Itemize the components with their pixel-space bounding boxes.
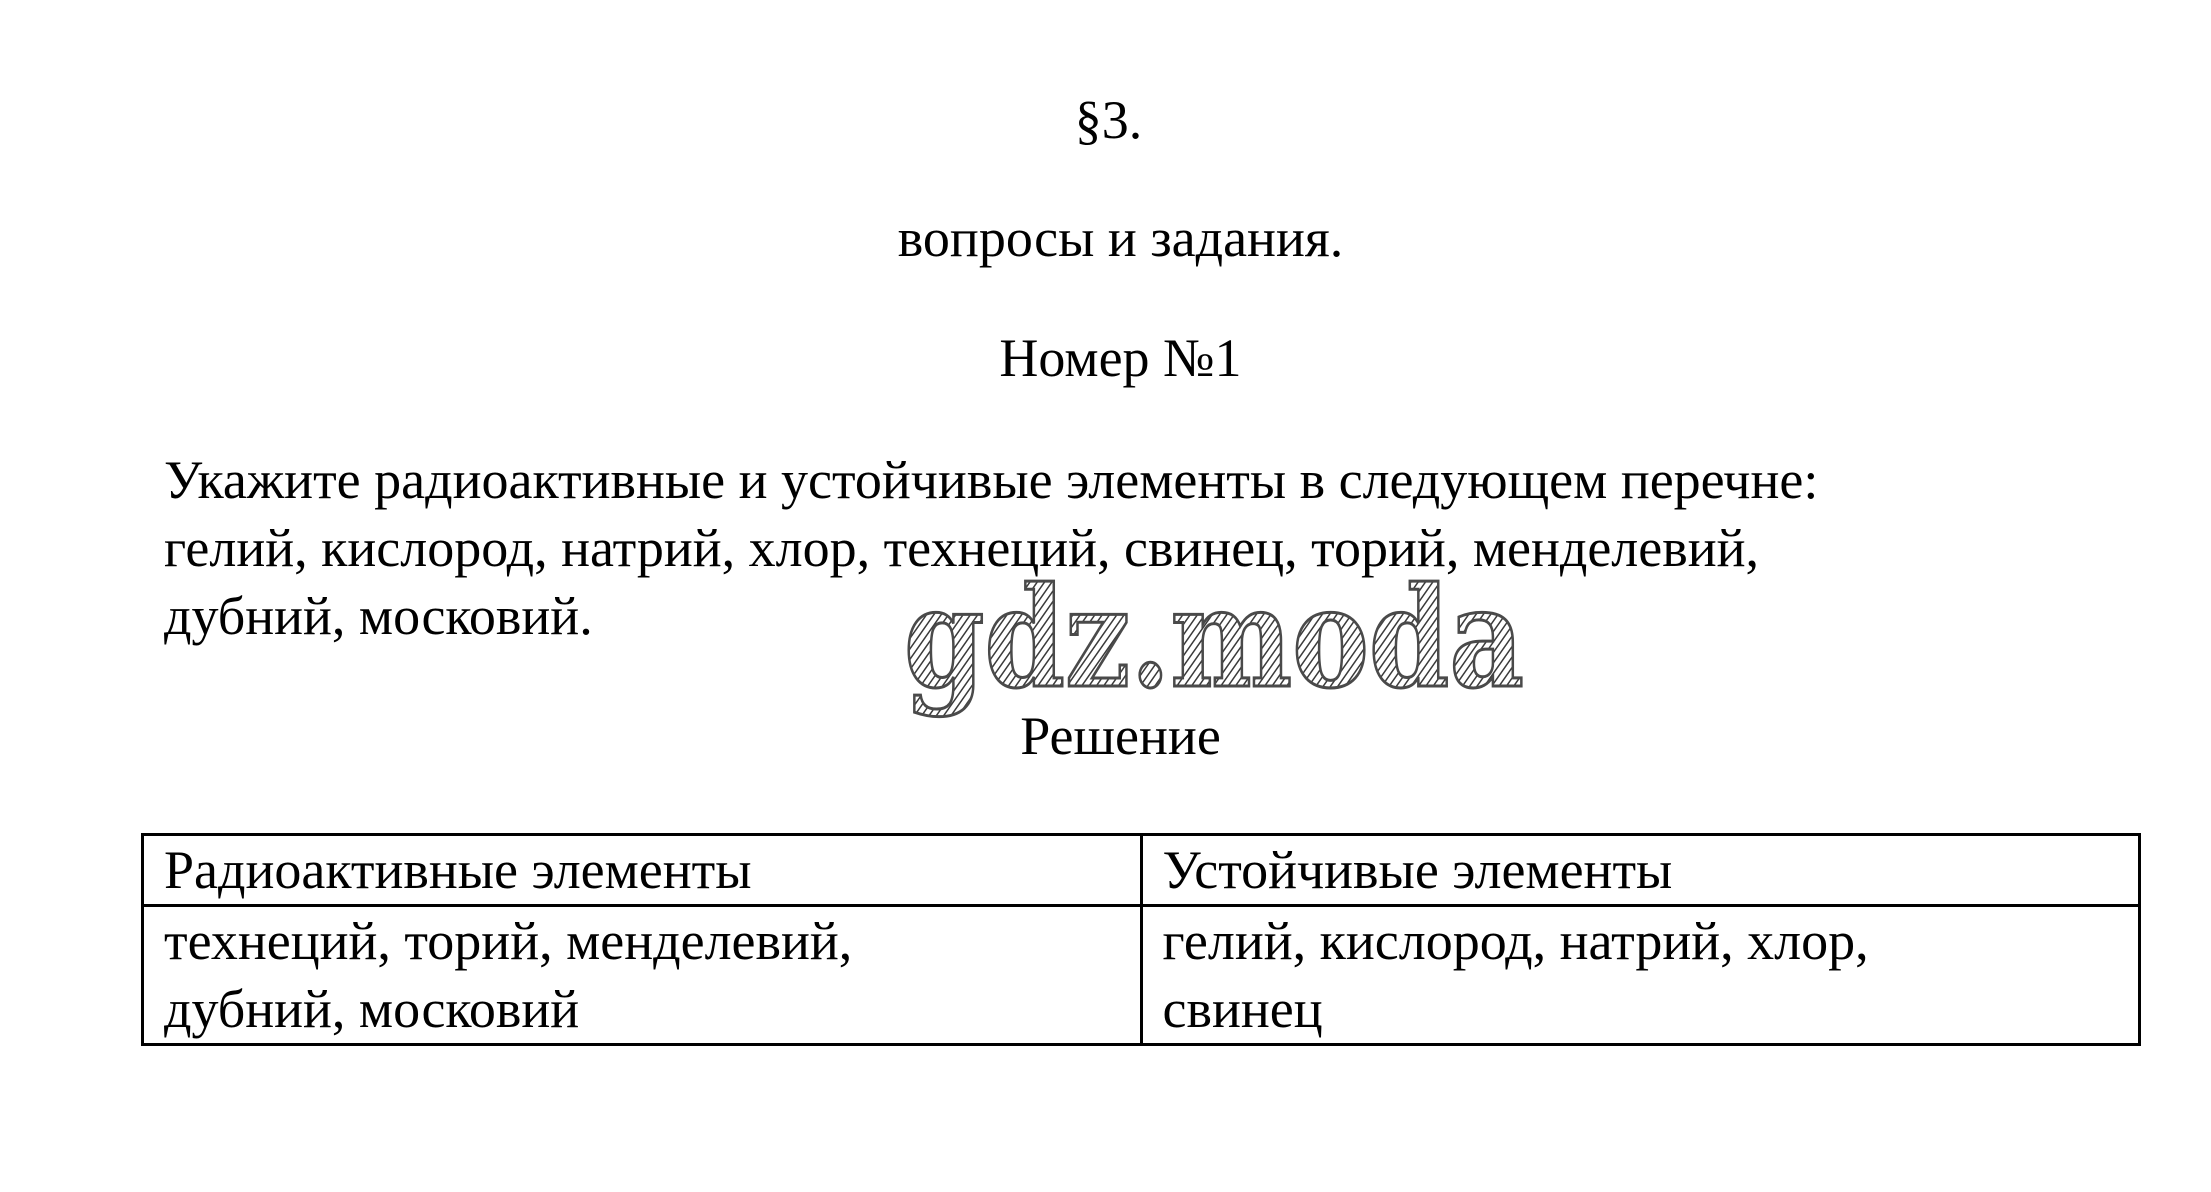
answer-table [141, 833, 2141, 1046]
watermark-text: gdz.moda [904, 556, 1524, 719]
task-text-line: Укажите радиоактивные и устойчивые элементы в следующем перечне: [164, 450, 1819, 510]
cell-line: технеций, торий, менделевий, [164, 911, 853, 971]
task-text-line: гелий, кислород, натрий, хлор, технеций, свинец, торий, менделевий, [164, 518, 1760, 578]
solution-heading: Решение [1020, 706, 1221, 766]
cell-line: дубний, московий [164, 979, 580, 1039]
table-row [143, 906, 2140, 1045]
header-stable [1141, 835, 2140, 906]
task-text-line: дубний, московий. [164, 586, 593, 646]
header-radioactive-label: Радиоактивные элементы [164, 840, 752, 900]
header-stable-label: Устойчивые элементы [1162, 840, 1673, 900]
cell-line: свинец [1162, 979, 1323, 1039]
cell-radioactive [143, 906, 1142, 1045]
cell-line: гелий, кислород, натрий, хлор, [1162, 911, 1869, 971]
table-header-row [143, 835, 2140, 906]
cell-stable [1141, 906, 2140, 1045]
section-subtitle: вопросы и задания. [897, 208, 1344, 268]
section-title: §3. [1074, 90, 1143, 150]
task-number: Номер №1 [999, 328, 1242, 388]
header-radioactive [143, 835, 1142, 906]
